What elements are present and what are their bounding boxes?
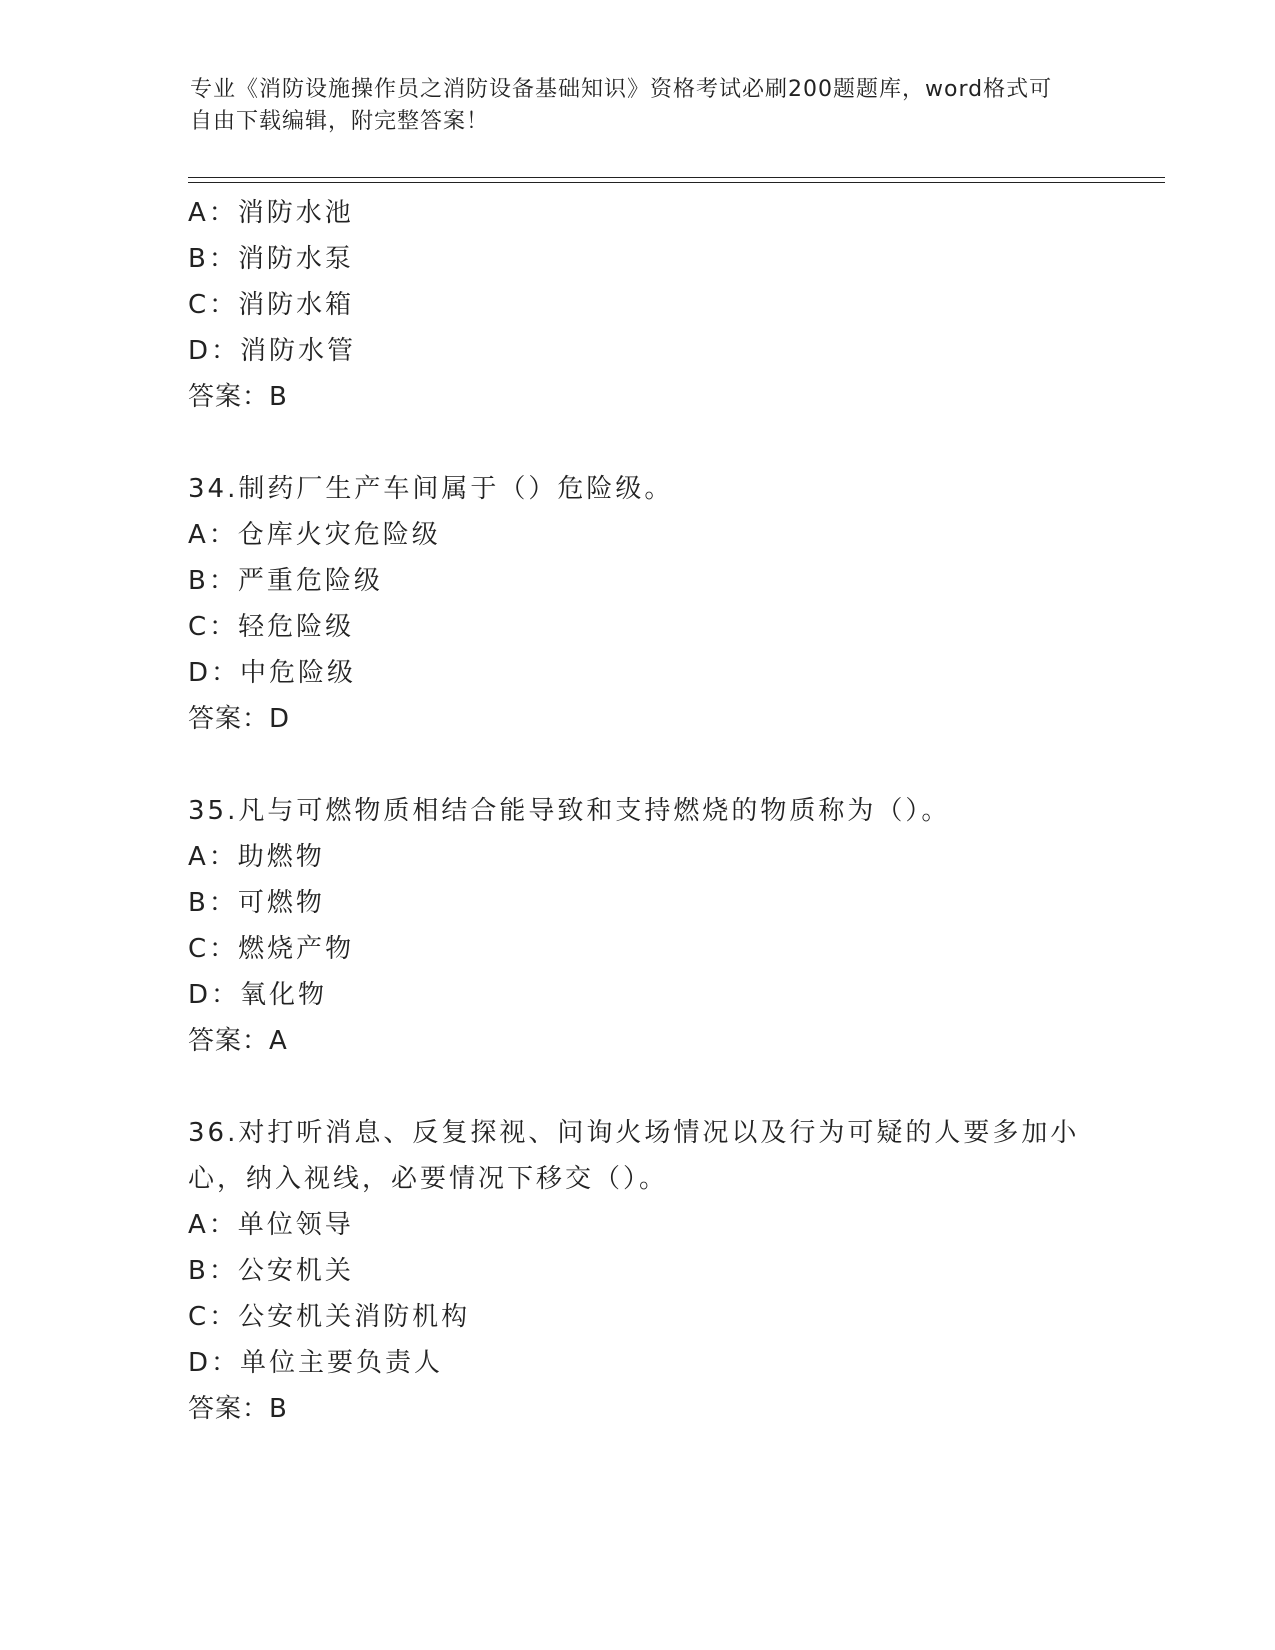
question-text-line-2: 心，纳入视线，必要情况下移交（）。 [188,1164,669,1194]
option-d: D：消防水管 [188,336,357,366]
question-block-33 [188,190,1088,420]
option-d: D：氧化物 [188,980,328,1010]
option-a: A：助燃物 [188,842,325,872]
answer-line: 答案：B [188,1394,288,1424]
header-rule-bottom [188,182,1165,183]
question-list [188,190,1088,1432]
option-b: B：消防水泵 [188,244,354,274]
option-c: C：公安机关消防机构 [188,1302,471,1332]
option-b: B：严重危险级 [188,566,383,596]
option-d: D：中危险级 [188,658,357,688]
option-a: A：仓库火灾危险级 [188,520,441,550]
option-c: C：消防水箱 [188,290,355,320]
spacer [188,742,1088,788]
answer-line: 答案：B [188,382,288,412]
spacer [188,1064,1088,1110]
question-text: 35.凡与可燃物质相结合能导致和支持燃烧的物质称为（）。 [188,796,951,826]
option-a: A：消防水池 [188,198,354,228]
option-b: B：公安机关 [188,1256,354,1286]
option-a: A：单位领导 [188,1210,354,1240]
question-block-34 [188,466,1088,742]
option-c: C：燃烧产物 [188,934,355,964]
answer-line: 答案：D [188,704,291,734]
spacer [188,420,1088,466]
option-d: D：单位主要负责人 [188,1348,444,1378]
header-title: 专业《消防设施操作员之消防设备基础知识》资格考试必刷200题题库，word格式可自由下载编辑，附完整答案！ [190,77,1053,134]
question-text: 34.制药厂生产车间属于（）危险级。 [188,474,674,504]
question-text-line-1: 36.对打听消息、反复探视、问询火场情况以及行为可疑的人要多加小 [188,1118,1080,1148]
option-c: C：轻危险级 [188,612,355,642]
header-rule-top [188,177,1165,178]
question-block-35 [188,788,1088,1064]
answer-line: 答案：A [188,1026,288,1056]
option-b: B：可燃物 [188,888,325,918]
question-block-36 [188,1110,1088,1432]
